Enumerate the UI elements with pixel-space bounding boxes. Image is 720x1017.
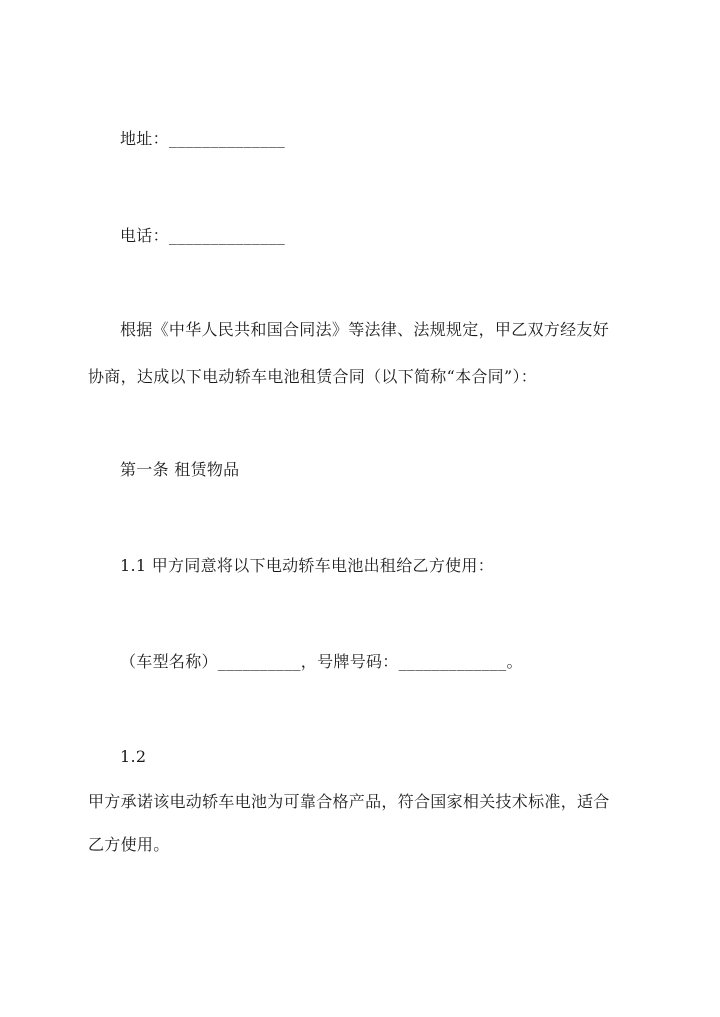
vehicle-info-line: （车型名称）__________，号牌号码：_____________。 — [120, 652, 523, 671]
intro-paragraph-line-1: 根据《中华人民共和国合同法》等法律、法规规定，甲乙双方经友好 — [120, 320, 610, 339]
phone-line: 电话：______________ — [120, 226, 286, 245]
clause-1-2-line-1: 甲方承诺该电动轿车电池为可靠合格产品，符合国家相关技术标准，适合 — [88, 792, 610, 811]
address-line: 地址：______________ — [120, 129, 286, 148]
clause-1-1: 1.1 甲方同意将以下电动轿车电池出租给乙方使用： — [120, 556, 495, 575]
clause-1-2-line-2: 乙方使用。 — [88, 835, 170, 854]
article-1-title: 第一条 租赁物品 — [120, 460, 240, 479]
clause-1-2-number: 1.2 — [120, 747, 147, 766]
intro-paragraph-line-2: 协商，达成以下电动轿车电池租赁合同（以下简称“本合同”）： — [88, 367, 538, 386]
